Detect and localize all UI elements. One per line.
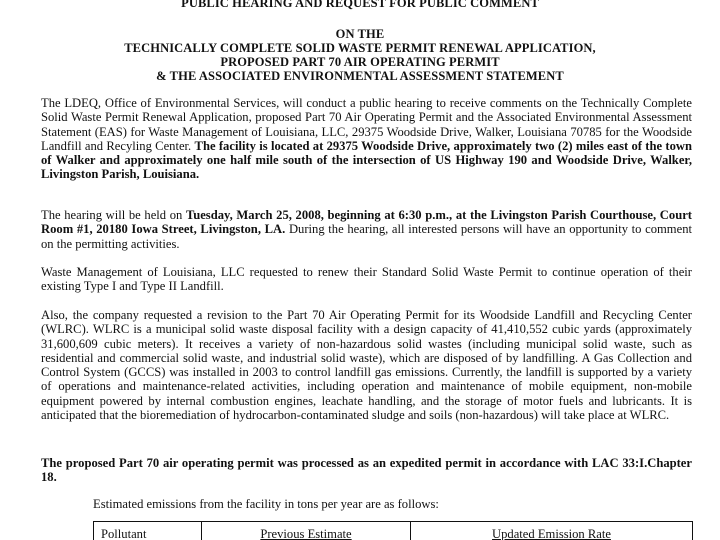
notice-subtitle-air-permit: PROPOSED PART 70 AIR OPERATING PERMIT (220, 55, 500, 69)
notice-subtitle-application: TECHNICALLY COMPLETE SOLID WASTE PERMIT RENEWAL APPLICATION, (124, 41, 596, 55)
hearing-date-location: Tuesday, March 25, 2008, beginning at 6:30 p.m., at the Livingston Parish Courthouse, Court Room #1, 20180 Iowa Street, Livingston, LA. (41, 208, 692, 237)
hearing-tail-text: During the hearing, all interested persons will have an opportunity to comment on the permitting activities. (41, 222, 692, 251)
previous-estimate-label: Previous Estimate (260, 527, 352, 540)
expedited-permit-text: The proposed Part 70 air operating permit was processed as an expedited permit in accordance with LAC 33:I.Chapter 18. (41, 456, 692, 485)
emissions-table (93, 521, 693, 540)
renewal-paragraph: Waste Management of Louisiana, LLC requested to renew their Standard Solid Waste Permit to continue operation of their existing Type I and Type II Landfill. (41, 265, 692, 294)
notice-subtitle-on-the: ON THE (335, 27, 385, 41)
revision-paragraph: Also, the company requested a revision to the Part 70 Air Operating Permit for its Woodside Landfill and Recycling Center (WLRC). WLRC is a municipal solid waste disposal facility with a design capacity of 41,410,552 cubic yards (approximately 31,600,609 cubic meters). It receives a variety of non-hazardous solid wastes (including municipal solid waste, such as residential and commercial solid waste, and industrial solid waste), which are disposed of by landfilling. A Gas Collection and Control System (GCCS) was installed in 2003 to control landfill gas emissions. Currently, the landfill is supported by a variety of operations and maintenance-related activities, including operation and maintenance of mobile equipment, non-mobile equipment powered by internal combustion engines, leachate handling, and the storage of motor fuels and lubricants. It is anticipated that the bioremediation of hydrocarbon-contaminated sludge and soils (non-hazardous) will take place at WLRC. (41, 308, 692, 423)
hearing-lead-text: The hearing will be held on (41, 208, 186, 222)
expedited-permit-paragraph (41, 456, 692, 485)
intro-text: The LDEQ, Office of Environmental Services, will conduct a public hearing to receive comments on the Technically Complete Solid Waste Permit Renewal Application, proposed Part 70 Air Operating Permit and the Associated Environmental Assessment Statement (EAS) for Waste Management of Louisiana, LLC, 29375 Woodside Drive, Walker, Louisiana 70785 for the Woodside Landfill and Recyling Center. (41, 96, 692, 153)
table-header-previous-estimate (202, 522, 411, 540)
notice-subtitle-eas: & THE ASSOCIATED ENVIRONMENTAL ASSESSMENT STATEMENT (156, 69, 564, 83)
hearing-paragraph (41, 208, 692, 251)
notice-title: PUBLIC HEARING AND REQUEST FOR PUBLIC COMMENT (181, 0, 539, 10)
emissions-intro: Estimated emissions from the facility in tons per year are as follows: (93, 497, 439, 511)
table-header-pollutant: Pollutant (94, 522, 202, 540)
updated-rate-label: Updated Emission Rate (492, 527, 611, 540)
facility-location-text: The facility is located at 29375 Woodside Drive, approximately two (2) miles east of the town of Walker and approximately one half mile south of the intersection of US Highway 190 and Woodside Drive, Walker, Livingston Parish, Louisiana. (41, 138, 693, 182)
intro-paragraph (41, 96, 692, 182)
table-header-updated-rate (411, 522, 692, 540)
